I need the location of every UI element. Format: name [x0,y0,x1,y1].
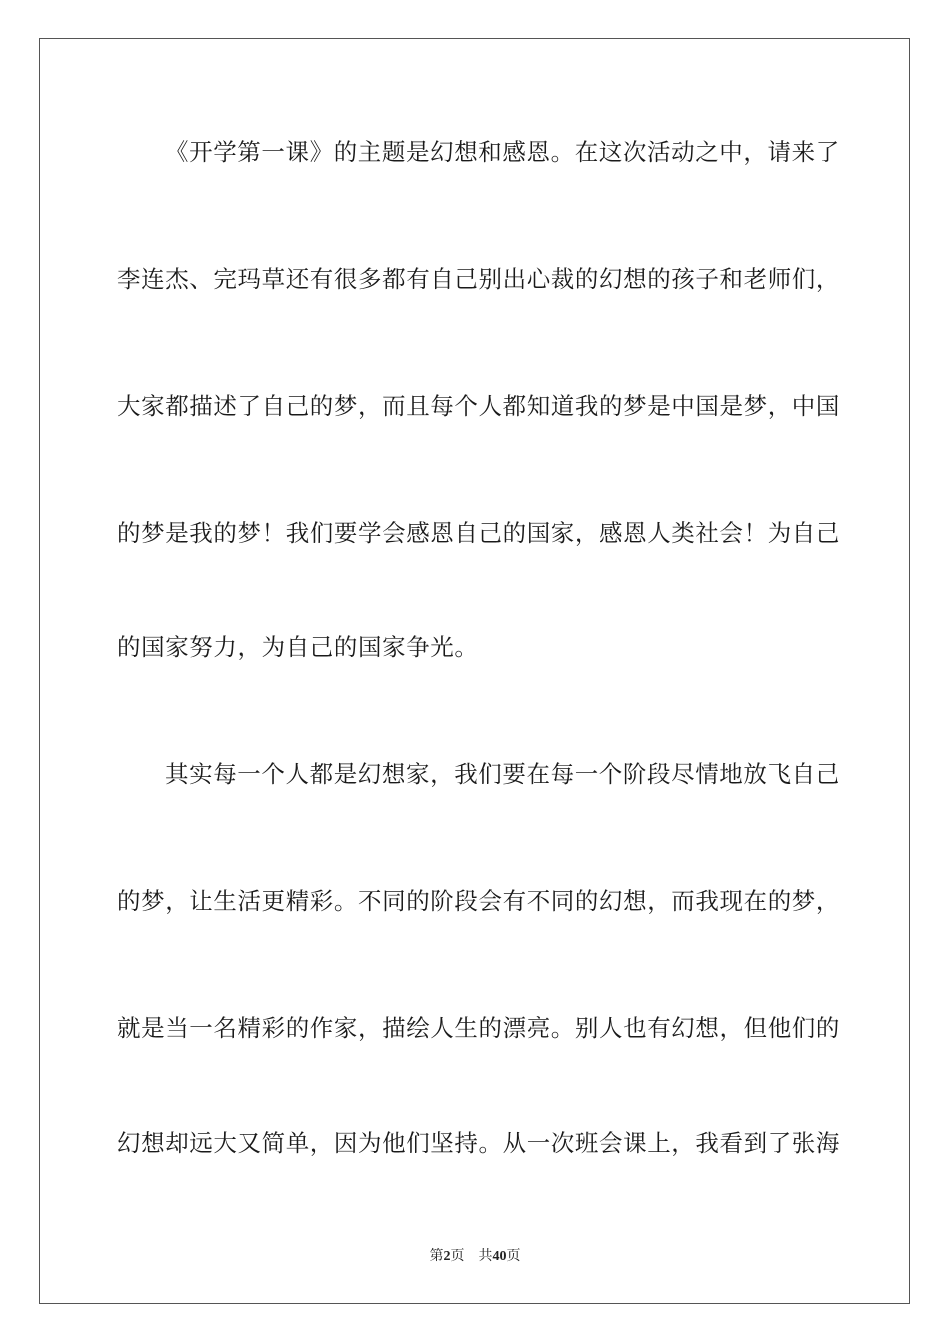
page-border [39,38,910,1304]
paragraph-2-line-2: 的梦，让生活更精彩。不同的阶段会有不同的幻想，而我现在的梦， [117,887,840,915]
page-footer [0,1247,950,1266]
paragraph-2-line-1: 其实每一个人都是幻想家，我们要在每一个阶段尽情地放飞自己 [165,760,840,788]
footer-page-prefix: 第 [429,1248,444,1264]
footer-page-number: 2 [443,1249,451,1264]
paragraph-1-line-1: 《开学第一课》的主题是幻想和感恩。在这次活动之中，请来了 [165,138,840,166]
paragraph-1-line-5: 的国家努力，为自己的国家争光。 [117,633,479,661]
footer-total-suffix: 页 [506,1248,521,1264]
footer-total-pages: 40 [492,1249,507,1264]
paragraph-2-line-4: 幻想却远大又简单，因为他们坚持。从一次班会课上，我看到了张海 [117,1129,840,1157]
paragraph-1-line-4: 的梦是我的梦！我们要学会感恩自己的国家，感恩人类社会！为自己 [117,519,840,547]
footer-page-suffix: 页 [450,1248,465,1264]
paragraph-2-line-3: 就是当一名精彩的作家，描绘人生的漂亮。别人也有幻想，但他们的 [117,1014,840,1042]
footer-total-prefix: 共 [478,1248,493,1264]
paragraph-1-line-2: 李连杰、完玛草还有很多都有自己别出心裁的幻想的孩子和老师们， [117,265,840,293]
paragraph-1-line-3: 大家都描述了自己的梦，而且每个人都知道我的梦是中国是梦，中国 [117,392,840,420]
